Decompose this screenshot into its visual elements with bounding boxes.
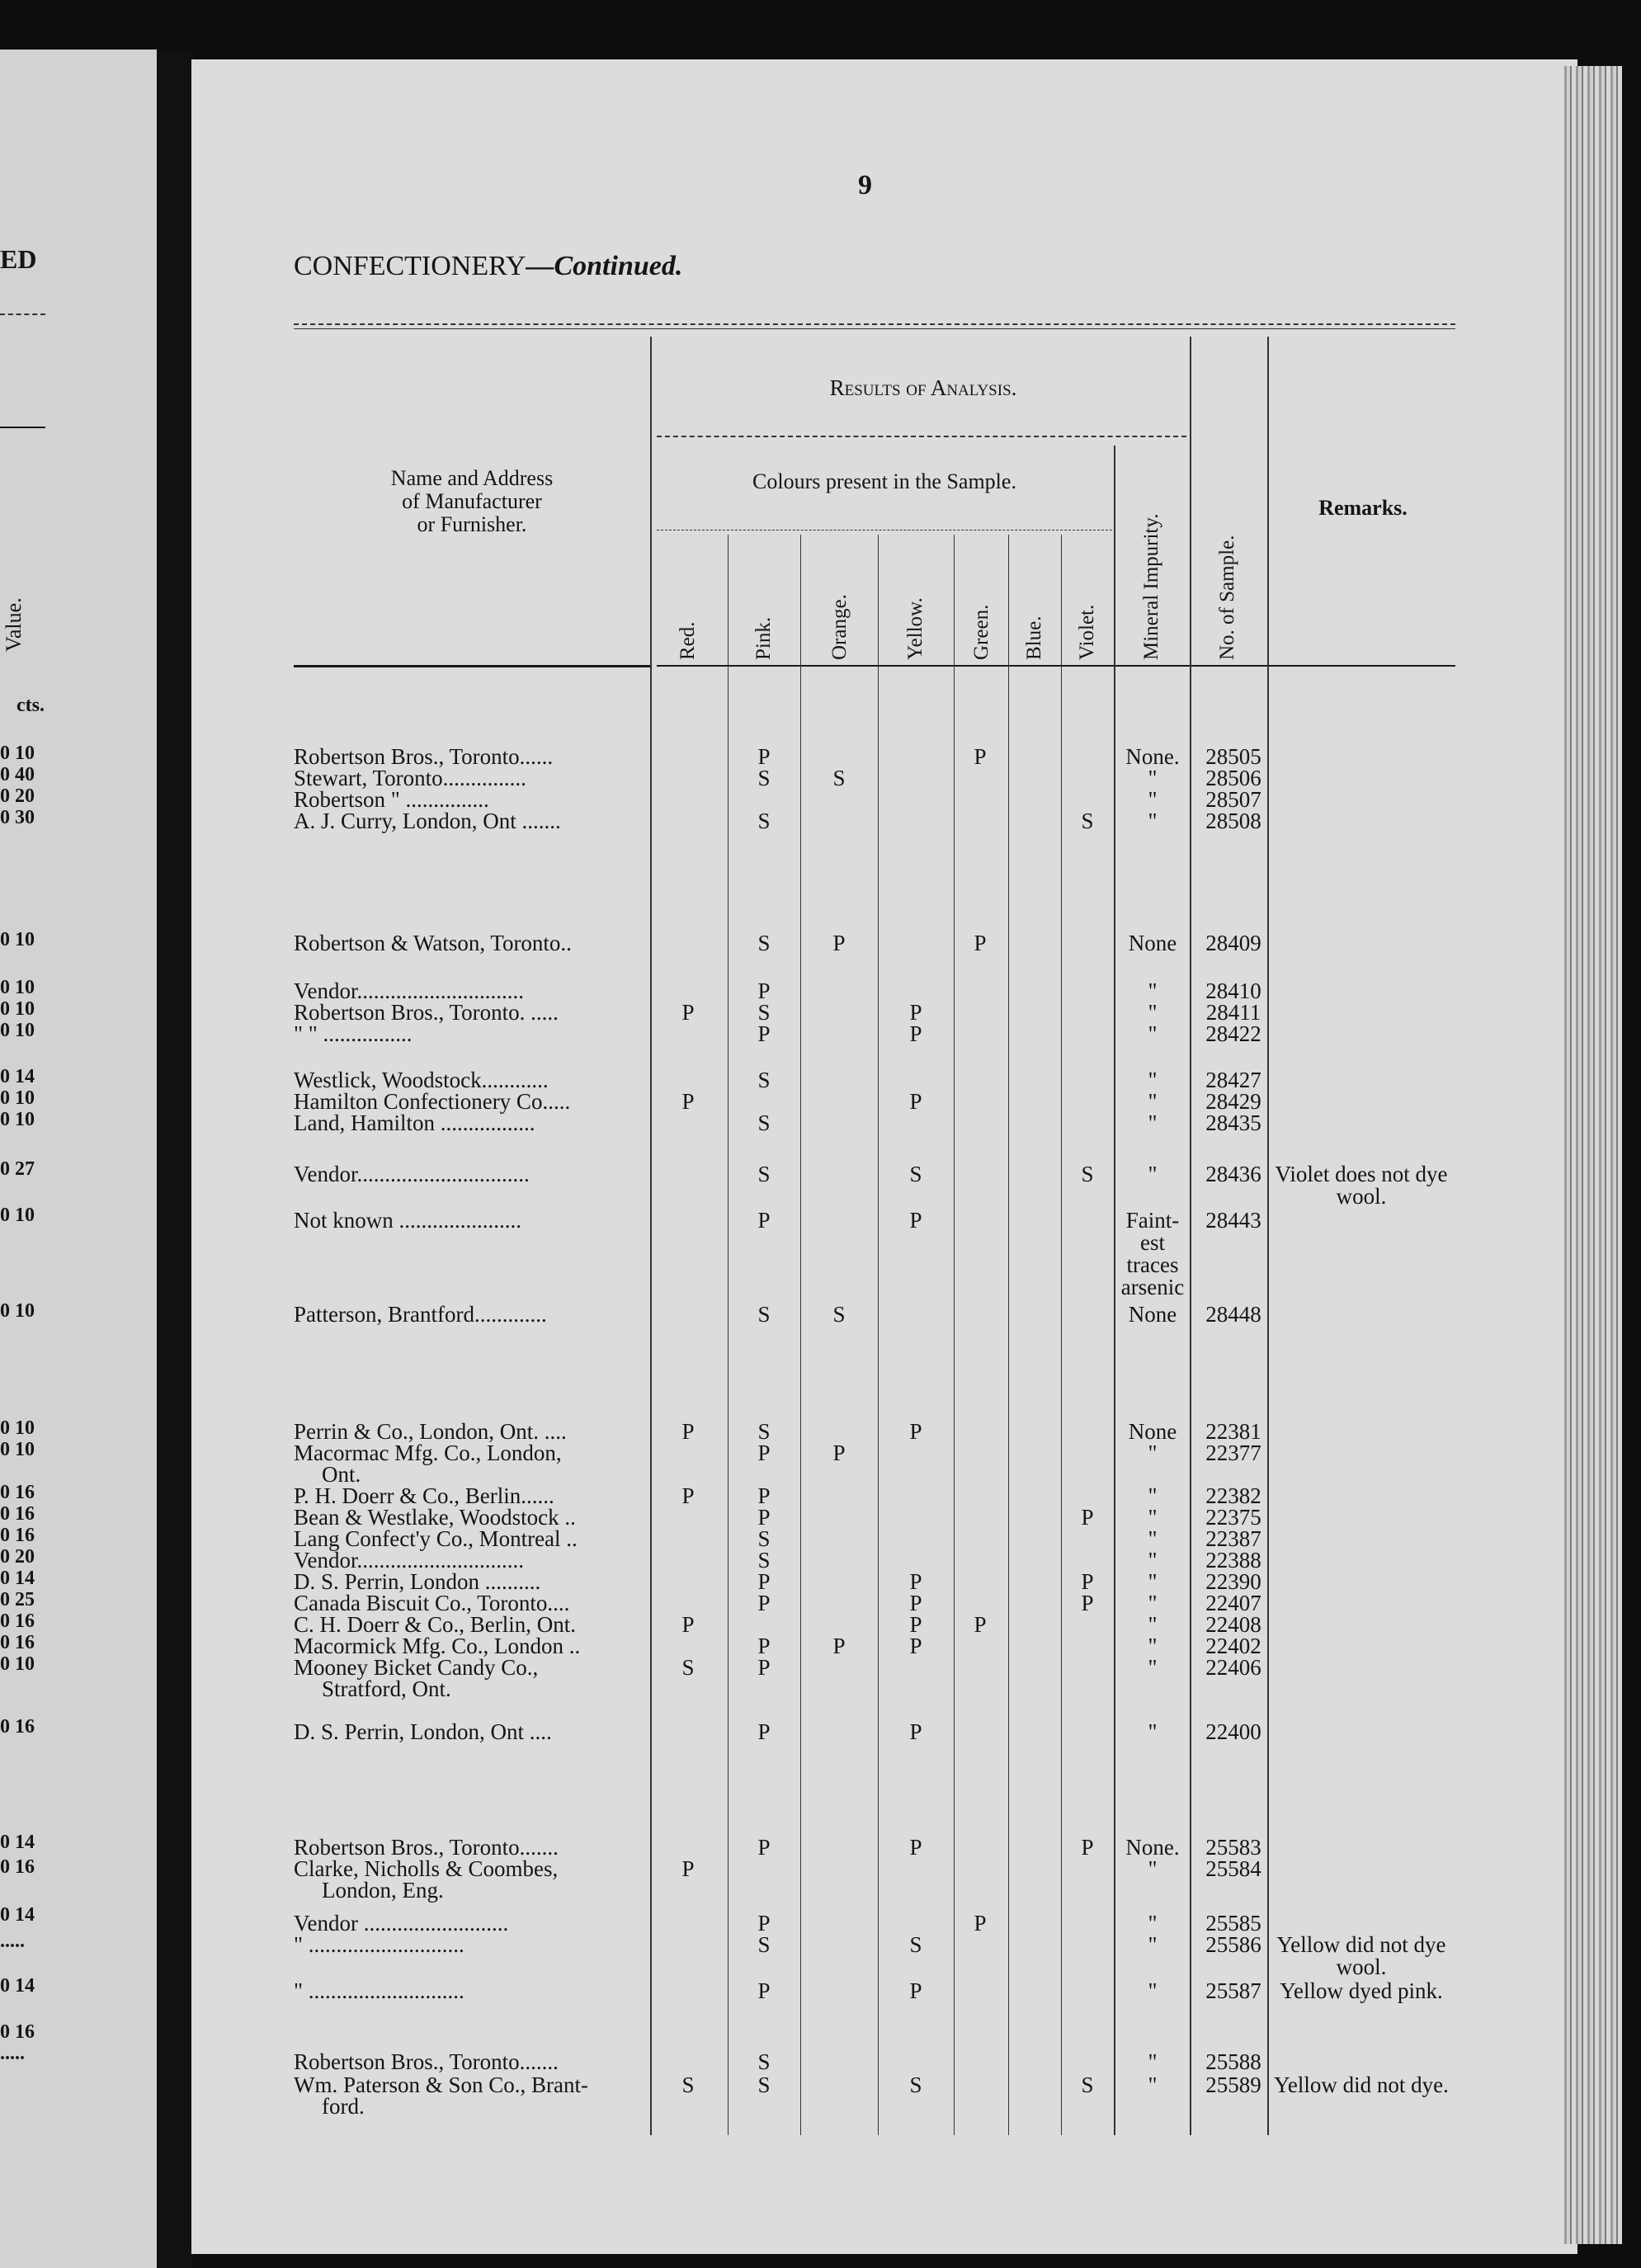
row-name: Clarke, Nicholls & Coombes, — [294, 1856, 559, 1881]
col-divider-name — [650, 337, 652, 2135]
cell-mineral: " — [1148, 1110, 1158, 1135]
cell-mineral: " — [1148, 1089, 1158, 1114]
cell-mineral: " — [1148, 1634, 1158, 1658]
row-name: Macormick Mfg. Co., London .. — [294, 1634, 581, 1658]
cell-pink: S — [757, 2072, 771, 2097]
cell-pink: P — [757, 1719, 771, 1744]
cell-remarks: Violet does not dye wool. — [1275, 1162, 1448, 1209]
cell-mineral: " — [1148, 1000, 1158, 1025]
left-value-item: 0 10 — [0, 1300, 35, 1322]
left-value-item: 0 10 — [0, 1439, 35, 1460]
top-rule-2 — [294, 328, 1455, 329]
cell-pink: P — [757, 1483, 771, 1508]
cell-red: S — [681, 1655, 695, 1680]
cell-violet: P — [1081, 1591, 1094, 1615]
cell-mineral: " — [1148, 2072, 1158, 2097]
left-value-item: 0 10 — [0, 1109, 35, 1130]
left-value-item: ..... — [0, 1931, 25, 1952]
cell-pink: P — [757, 1505, 771, 1530]
name-address-header — [297, 467, 647, 536]
row-name: Vendor.............................. — [294, 978, 524, 1003]
cell-sample-number: 22390 — [1205, 1569, 1261, 1594]
row-name: Macormac Mfg. Co., London, — [294, 1440, 562, 1465]
cell-pink: S — [757, 2049, 771, 2074]
title-main: CONFECTIONERY — [294, 251, 526, 281]
col-green-header: Green. — [970, 604, 993, 660]
name-address-line-2: of Manufacturer — [402, 489, 542, 513]
left-value-item: 0 16 — [0, 1525, 35, 1546]
cell-mineral: " — [1148, 1505, 1158, 1530]
cell-mineral: " — [1148, 1719, 1158, 1744]
cell-mineral: None. — [1125, 1835, 1180, 1860]
row-name: Canada Biscuit Co., Toronto.... — [294, 1591, 570, 1615]
cell-pink: S — [757, 1110, 771, 1135]
page-edge — [1564, 66, 1622, 2244]
remarks-header: Remarks. — [1318, 496, 1408, 520]
cell-sample-number: 22406 — [1205, 1655, 1261, 1680]
title-suffix: —Continued. — [526, 251, 683, 281]
row-name: P. H. Doerr & Co., Berlin...... — [294, 1483, 554, 1508]
cell-pink: P — [757, 1208, 771, 1233]
cell-sample-number: 28427 — [1205, 1068, 1261, 1092]
col-violet-header: Violet. — [1076, 604, 1098, 660]
row-name: C. H. Doerr & Co., Berlin, Ont. — [294, 1612, 576, 1637]
row-name: D. S. Perrin, London, Ont .... — [294, 1719, 552, 1744]
cell-sample-number: 22400 — [1205, 1719, 1261, 1744]
cell-sample-number: 22402 — [1205, 1634, 1261, 1658]
left-value-item: 0 16 — [0, 1632, 35, 1653]
page-number: 9 — [858, 170, 872, 200]
cell-remarks: Yellow did not dye wool. — [1276, 1932, 1446, 1979]
cell-violet: P — [1081, 1835, 1094, 1860]
cell-mineral: Faint-est traces arsenic — [1120, 1208, 1185, 1299]
cell-sample-number: 22408 — [1205, 1612, 1261, 1637]
row-name: Vendor .......................... — [294, 1911, 509, 1936]
cell-yellow: S — [909, 1932, 922, 1957]
cell-mineral: None. — [1125, 744, 1180, 769]
row-name: Robertson Bros., Toronto....... — [294, 2049, 559, 2074]
cell-sample-number: 25587 — [1205, 1978, 1261, 2003]
col-divider-orange — [878, 535, 879, 2135]
cell-sample-number: 25588 — [1205, 2049, 1261, 2074]
cell-mineral: " — [1148, 766, 1158, 790]
cell-violet: S — [1081, 2072, 1094, 2097]
left-value-item: 0 16 — [0, 1503, 35, 1525]
col-divider-yellow — [954, 535, 955, 2135]
cell-mineral: " — [1148, 1591, 1158, 1615]
cell-sample-number: 28435 — [1205, 1110, 1261, 1135]
cell-sample-number: 28409 — [1205, 931, 1261, 955]
cell-pink: S — [757, 1302, 771, 1327]
left-rule-2 — [0, 427, 45, 428]
book-gutter — [157, 50, 191, 2268]
cell-sample-number: 28507 — [1205, 787, 1261, 812]
cell-remarks: Yellow dyed pink. — [1280, 1978, 1443, 2003]
col-yellow-header: Yellow. — [904, 597, 927, 660]
cell-orange: P — [832, 1634, 846, 1658]
cell-mineral: " — [1148, 1548, 1158, 1573]
cell-mineral: " — [1148, 1569, 1158, 1594]
cell-red: P — [681, 1483, 695, 1508]
header-bottom-rule — [294, 665, 650, 667]
cell-yellow: P — [909, 1835, 922, 1860]
cell-red: P — [681, 1612, 695, 1637]
cell-red: P — [681, 1000, 695, 1025]
row-name: Patterson, Brantford............. — [294, 1302, 547, 1327]
cell-sample-number: 28410 — [1205, 978, 1261, 1003]
left-value-item: 0 27 — [0, 1158, 35, 1180]
row-name: Hamilton Confectionery Co..... — [294, 1089, 571, 1114]
cell-green: P — [974, 744, 987, 769]
cell-sample-number: 22377 — [1205, 1440, 1261, 1465]
left-value-item: 0 10 — [0, 1087, 35, 1109]
left-value-item: 0 20 — [0, 785, 35, 807]
row-name: Robertson Bros., Toronto. ..... — [294, 1000, 559, 1025]
cell-mineral: " — [1148, 1021, 1158, 1046]
cell-pink: S — [757, 1419, 771, 1444]
left-value-item: ..... — [0, 2043, 25, 2064]
cell-pink: P — [757, 1440, 771, 1465]
cell-yellow: P — [909, 1569, 922, 1594]
left-value-item: 0 30 — [0, 807, 35, 828]
cell-mineral: " — [1148, 1440, 1158, 1465]
cell-violet: S — [1081, 809, 1094, 833]
left-value-item: 0 14 — [0, 1066, 35, 1087]
row-name: Stewart, Toronto............... — [294, 766, 526, 790]
left-value-item: 0 16 — [0, 1856, 35, 1878]
row-name: Robertson Bros., Toronto....... — [294, 1835, 559, 1860]
cell-pink: P — [757, 1655, 771, 1680]
col-mineral-header — [1140, 611, 1163, 660]
cell-sample-number: 28411 — [1205, 1000, 1261, 1025]
col-orange-header: Orange. — [828, 594, 851, 660]
row-name: Robertson " ............... — [294, 787, 489, 812]
cell-yellow: P — [909, 1208, 922, 1233]
cell-pink: P — [757, 1634, 771, 1658]
col-divider-red — [728, 535, 729, 2135]
results-header: Results of Analysis. — [829, 375, 1017, 400]
cell-pink: P — [757, 1911, 771, 1936]
left-value-item: 0 16 — [0, 1610, 35, 1632]
row-name: Wm. Paterson & Son Co., Brant- — [294, 2072, 588, 2097]
cell-pink: P — [757, 978, 771, 1003]
left-value-item: 0 20 — [0, 1546, 35, 1568]
cell-pink: P — [757, 744, 771, 769]
cell-pink: S — [757, 1932, 771, 1957]
cell-mineral: " — [1148, 1911, 1158, 1936]
cell-mineral: " — [1148, 1612, 1158, 1637]
cell-sample-number: 28436 — [1205, 1162, 1261, 1186]
left-value-item: 0 10 — [0, 743, 35, 764]
col-pink-header: Pink. — [752, 616, 775, 660]
cell-sample-number: 25586 — [1205, 1932, 1261, 1957]
cell-sample-number: 28448 — [1205, 1302, 1261, 1327]
row-name: " ............................ — [294, 1978, 464, 2003]
cell-orange: S — [832, 766, 846, 790]
cell-yellow: S — [909, 1162, 922, 1186]
cell-sample-number: 25584 — [1205, 1856, 1261, 1881]
left-value-item: 0 14 — [0, 1904, 35, 1926]
cell-sample-number: 22407 — [1205, 1591, 1261, 1615]
cell-mineral: " — [1148, 978, 1158, 1003]
cell-sample-number: 25589 — [1205, 2072, 1261, 2097]
cell-mineral: None — [1128, 931, 1177, 955]
cell-violet: S — [1081, 1162, 1094, 1186]
cell-mineral: " — [1148, 1526, 1158, 1551]
cell-pink: S — [757, 809, 771, 833]
cell-violet: P — [1081, 1505, 1094, 1530]
row-name-continued: ford. — [322, 2094, 365, 2119]
row-name: Robertson Bros., Toronto...... — [294, 744, 554, 769]
cell-sample-number: 28443 — [1205, 1208, 1261, 1233]
cell-yellow: P — [909, 1978, 922, 2003]
cell-red: P — [681, 1089, 695, 1114]
cell-mineral: " — [1148, 1655, 1158, 1680]
cell-pink: P — [757, 1569, 771, 1594]
left-value-item: 0 10 — [0, 929, 35, 950]
cell-mineral: " — [1148, 809, 1158, 833]
left-value-item: 0 10 — [0, 998, 35, 1020]
cell-yellow: P — [909, 1612, 922, 1637]
cell-pink: S — [757, 1068, 771, 1092]
left-rule — [0, 314, 45, 315]
row-name: Lang Confect'y Co., Montreal .. — [294, 1526, 578, 1551]
cell-pink: S — [757, 766, 771, 790]
left-value-item: 0 10 — [0, 1417, 35, 1439]
row-name: Vendor............................... — [294, 1162, 530, 1186]
cell-sample-number: 28505 — [1205, 744, 1261, 769]
cell-sample-number: 25585 — [1205, 1911, 1261, 1936]
cell-mineral: " — [1148, 1162, 1158, 1186]
header-bottom-rule-2 — [657, 665, 1455, 667]
left-value-item: 0 10 — [0, 1653, 35, 1675]
row-name: " ............................ — [294, 1932, 464, 1957]
cell-sample-number: 25583 — [1205, 1835, 1261, 1860]
col-divider-pink — [800, 535, 801, 2135]
cell-yellow: P — [909, 1719, 922, 1744]
left-value-item: 0 10 — [0, 977, 35, 998]
left-value-item: 0 16 — [0, 2021, 35, 2043]
cell-sample-number: 22381 — [1205, 1419, 1261, 1444]
cell-mineral: " — [1148, 1978, 1158, 2003]
cell-sample-number: 28508 — [1205, 809, 1261, 833]
cell-sample-number: 22387 — [1205, 1526, 1261, 1551]
left-value-header: Value. — [2, 597, 26, 652]
cell-sample-number: 28429 — [1205, 1089, 1261, 1114]
cell-red: S — [681, 2072, 695, 2097]
cell-yellow: P — [909, 1419, 922, 1444]
row-name: Robertson & Watson, Toronto.. — [294, 931, 572, 955]
left-value-item: 0 16 — [0, 1716, 35, 1738]
col-divider-blue — [1061, 535, 1062, 2135]
col-divider-green — [1008, 535, 1009, 2135]
cell-yellow: P — [909, 1591, 922, 1615]
cell-mineral: None — [1128, 1419, 1177, 1444]
left-value-item: 0 40 — [0, 764, 35, 785]
left-value-item: 0 10 — [0, 1205, 35, 1226]
cell-yellow: P — [909, 1089, 922, 1114]
left-page-heading-fragment: ED — [0, 244, 37, 274]
cell-pink: S — [757, 1526, 771, 1551]
col-blue-header: Blue. — [1023, 615, 1045, 660]
page-title — [294, 251, 682, 282]
cell-green: P — [974, 1612, 987, 1637]
cell-yellow: P — [909, 1000, 922, 1025]
cell-pink: P — [757, 1835, 771, 1860]
left-value-item: 0 10 — [0, 1020, 35, 1041]
top-rule — [294, 323, 1455, 325]
cell-red: P — [681, 1856, 695, 1881]
cell-pink: S — [757, 1548, 771, 1573]
cell-yellow: P — [909, 1021, 922, 1046]
cell-mineral: None — [1128, 1302, 1177, 1327]
cell-green: P — [974, 931, 987, 955]
cell-mineral: " — [1148, 1856, 1158, 1881]
row-name: Bean & Westlake, Woodstock .. — [294, 1505, 576, 1530]
cell-pink: P — [757, 1591, 771, 1615]
left-value-item: 0 16 — [0, 1482, 35, 1503]
cell-sample-number: 22375 — [1205, 1505, 1261, 1530]
cell-orange: S — [832, 1302, 846, 1327]
cell-mineral: " — [1148, 1068, 1158, 1092]
row-name: Not known ...................... — [294, 1208, 521, 1233]
cell-pink: S — [757, 1162, 771, 1186]
col-red-header: Red. — [677, 621, 699, 660]
cell-red: P — [681, 1419, 695, 1444]
cell-orange: P — [832, 931, 846, 955]
cell-mineral: " — [1148, 1483, 1158, 1508]
row-name: D. S. Perrin, London .......... — [294, 1569, 541, 1594]
results-rule — [657, 436, 1186, 437]
cell-violet: P — [1081, 1569, 1094, 1594]
cell-sample-number: 22382 — [1205, 1483, 1261, 1508]
left-value-item: 0 25 — [0, 1589, 35, 1610]
cell-mineral: " — [1148, 1932, 1158, 1957]
row-name-continued: London, Eng. — [322, 1878, 444, 1903]
col-sample-header — [1216, 611, 1239, 660]
name-address-line-3: or Furnisher. — [417, 512, 527, 536]
cell-mineral: " — [1148, 2049, 1158, 2074]
cell-sample-number: 28422 — [1205, 1021, 1261, 1046]
cell-green: P — [974, 1911, 987, 1936]
row-name: A. J. Curry, London, Ont ....... — [294, 809, 561, 833]
row-name: Mooney Bicket Candy Co., — [294, 1655, 539, 1680]
cell-pink: P — [757, 1021, 771, 1046]
row-name: Perrin & Co., London, Ont. .... — [294, 1419, 567, 1444]
left-value-item: 0 14 — [0, 1975, 35, 1997]
cell-remarks: Yellow did not dye. — [1274, 2072, 1449, 2097]
cell-pink: S — [757, 1000, 771, 1025]
colours-header: Colours present in the Sample. — [752, 469, 1016, 493]
cell-sample-number: 22388 — [1205, 1548, 1261, 1573]
col-divider-mineral — [1190, 337, 1191, 2135]
cell-yellow: S — [909, 2072, 922, 2097]
cell-pink: S — [757, 931, 771, 955]
cell-yellow: P — [909, 1634, 922, 1658]
cell-orange: P — [832, 1440, 846, 1465]
row-name-continued: Ont. — [322, 1462, 361, 1487]
row-name: Land, Hamilton ................. — [294, 1110, 535, 1135]
row-name: Vendor.............................. — [294, 1548, 524, 1573]
cell-pink: P — [757, 1978, 771, 2003]
cell-sample-number: 28506 — [1205, 766, 1261, 790]
cell-mineral: " — [1148, 787, 1158, 812]
row-name-continued: Stratford, Ont. — [322, 1676, 451, 1701]
row-name: Westlick, Woodstock............ — [294, 1068, 549, 1092]
name-address-line-1: Name and Address — [390, 466, 554, 490]
row-name: " " ................ — [294, 1021, 413, 1046]
left-value-item: 0 14 — [0, 1568, 35, 1589]
left-value-item: 0 14 — [0, 1832, 35, 1853]
left-units: cts. — [17, 695, 45, 716]
